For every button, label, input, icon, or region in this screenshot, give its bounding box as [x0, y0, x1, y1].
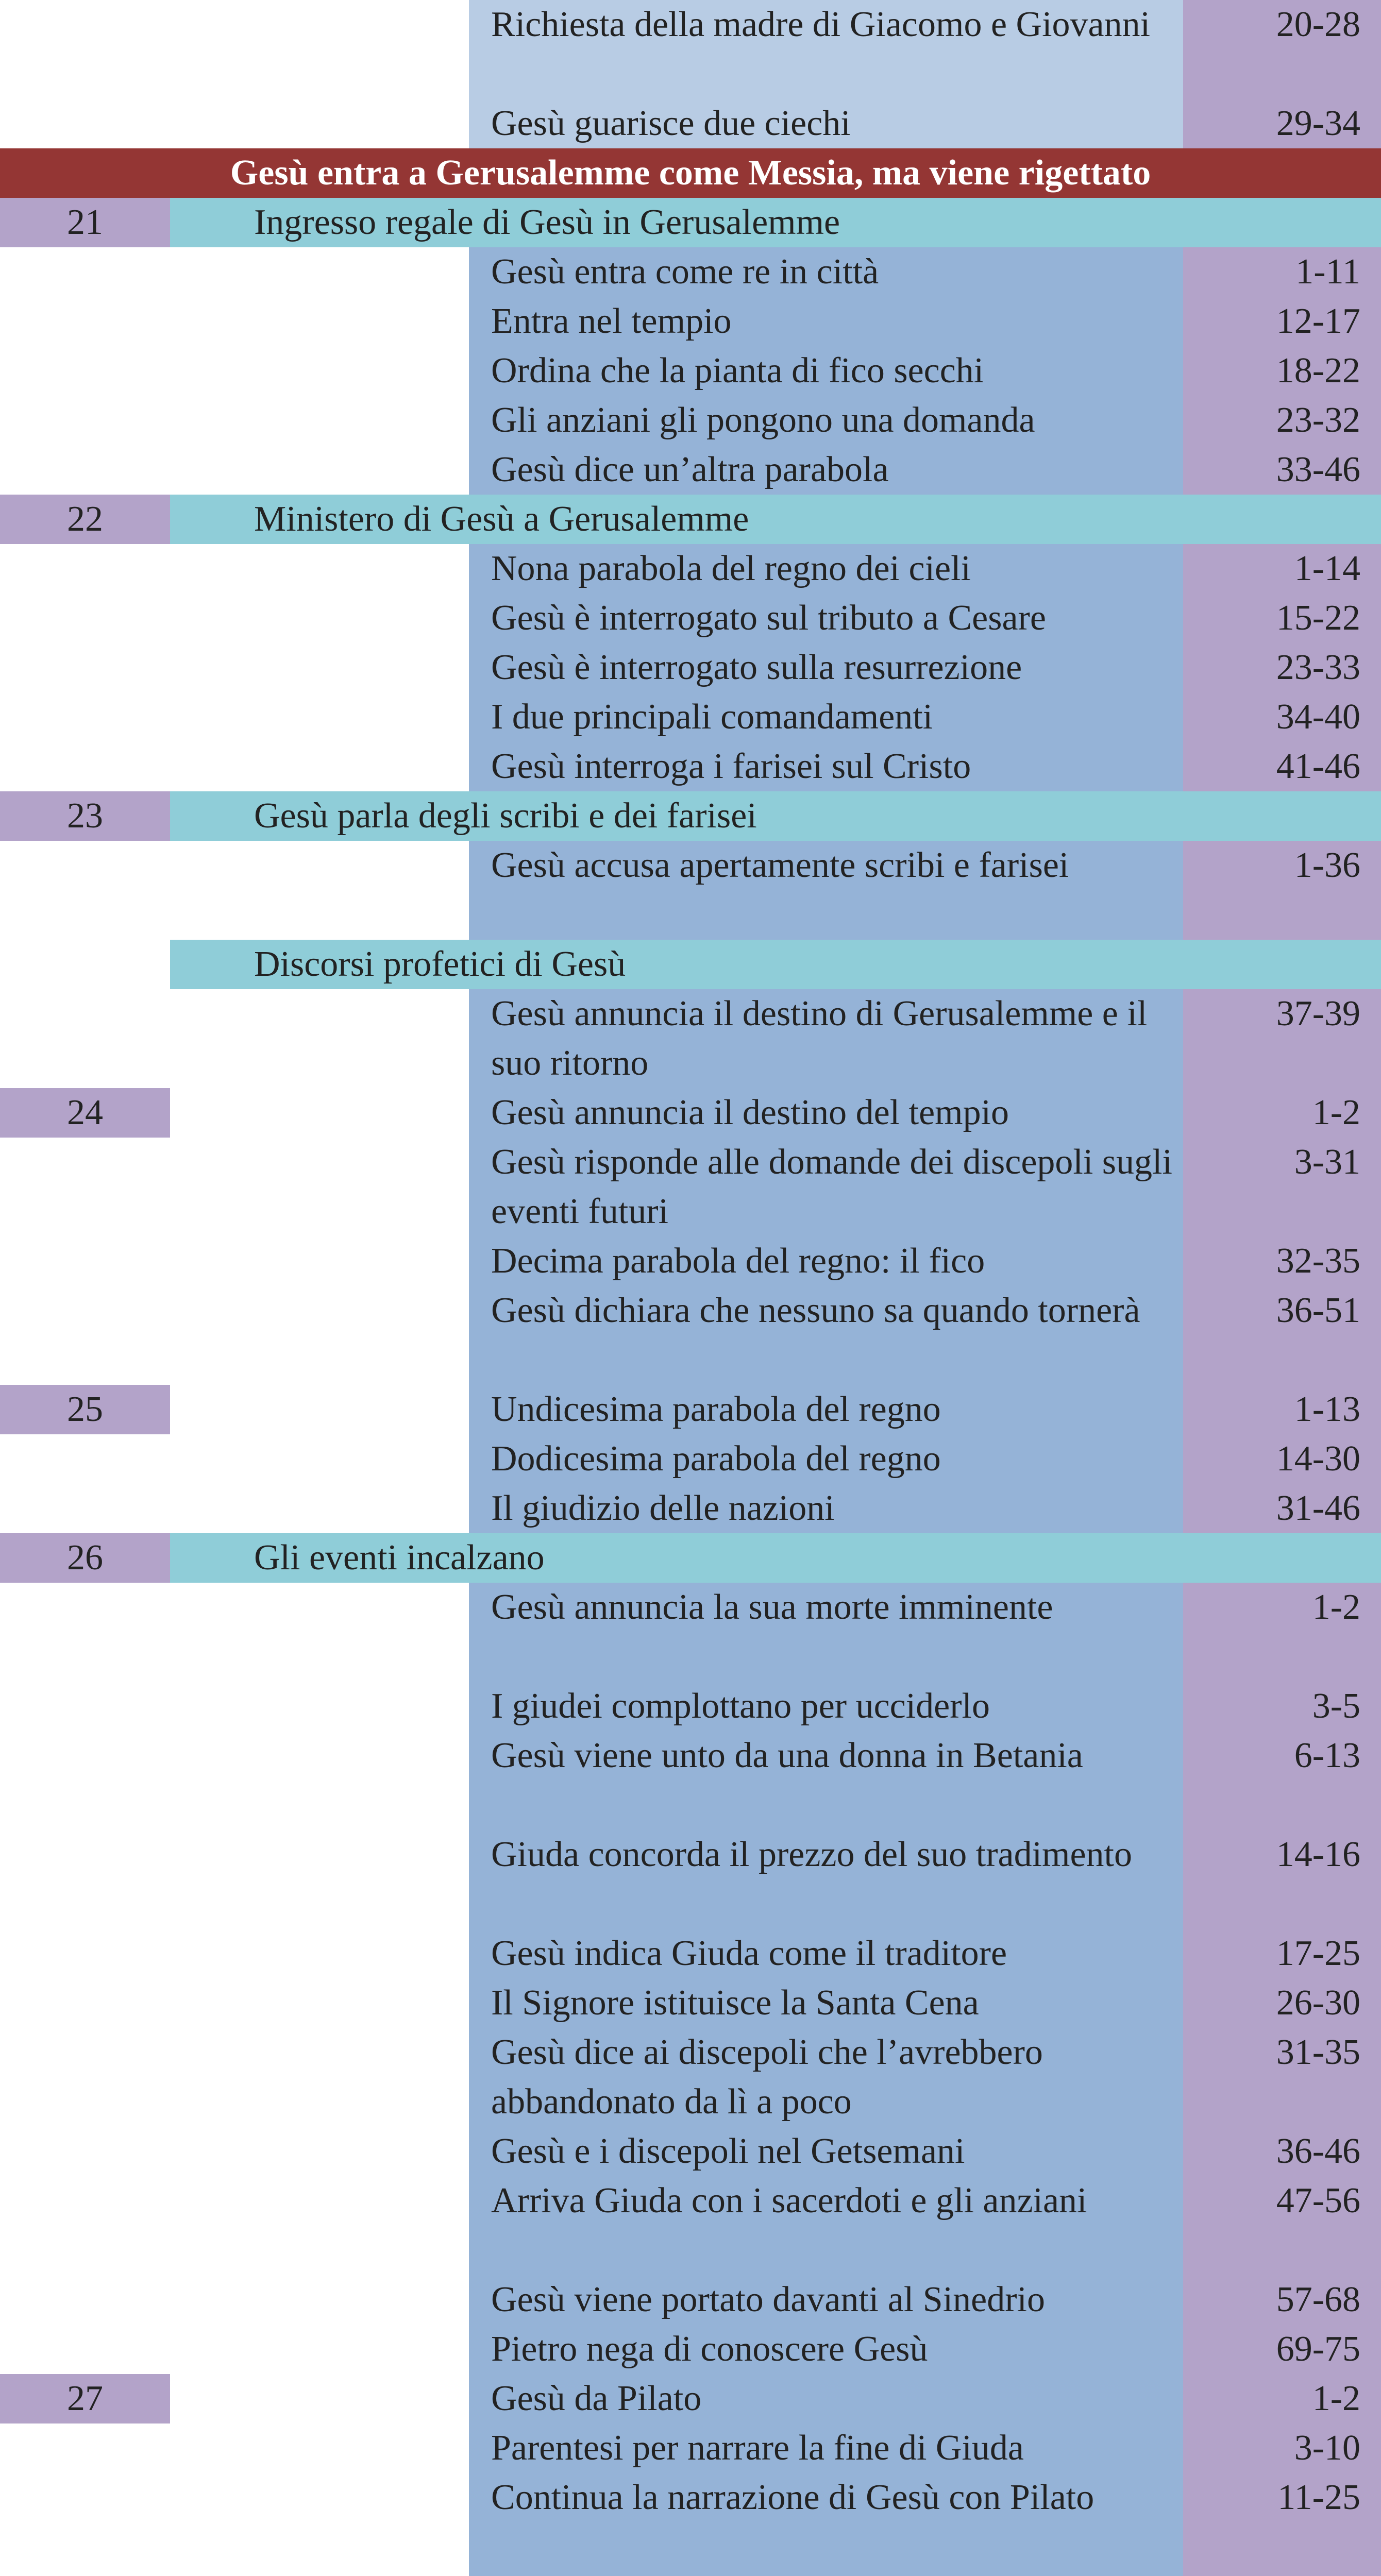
section-header-row — [0, 940, 1381, 989]
passage-row — [0, 841, 1381, 940]
section-title: Gli eventi incalzano — [170, 1533, 1381, 1583]
passage-row — [0, 544, 1381, 594]
passage-row — [0, 989, 1381, 1088]
verse-range: 14-16 — [1183, 1830, 1381, 1929]
passage-title: Gesù è interrogato sulla resurrezione — [469, 643, 1183, 692]
passage-title: Continua la narrazione di Gesù con Pilato — [469, 2473, 1183, 2572]
passage-title: Dodicesima parabola del regno — [469, 1434, 1183, 1484]
chapter-number: 26 — [0, 1533, 170, 1583]
passage-row — [0, 297, 1381, 346]
passage-title: Gesù indica Giuda come il traditore — [469, 1929, 1183, 1978]
verse-range: 23-33 — [1183, 643, 1381, 692]
passage-title: Gesù risponde alle domande dei discepoli sugli eventi futuri — [469, 1138, 1183, 1236]
passage-title: Gesù annuncia il destino di Gerusalemme e il suo ritorno — [469, 989, 1183, 1088]
verse-range: 23-32 — [1183, 396, 1381, 445]
verse-range: 11-25 — [1183, 2473, 1381, 2572]
passage-row — [0, 346, 1381, 396]
chapter-number: 21 — [0, 198, 170, 247]
verse-range: 29-34 — [1183, 99, 1381, 148]
passage-title: Gesù guarisce due ciechi — [469, 99, 1183, 148]
verse-range: 57-68 — [1183, 2275, 1381, 2325]
passage-row — [0, 0, 1381, 99]
passage-title: Giuda concorda il prezzo del suo tradimento — [469, 1830, 1183, 1929]
division-banner-row — [0, 148, 1381, 198]
section-header-row — [0, 495, 1381, 544]
verse-range: 14-30 — [1183, 1434, 1381, 1484]
division-banner: Gesù entra a Gerusalemme come Messia, ma viene rigettato — [0, 148, 1381, 198]
verse-range: 34-40 — [1183, 692, 1381, 742]
verse-range: 3-31 — [1183, 1138, 1381, 1236]
verse-range: 6-13 — [1183, 1731, 1381, 1830]
passage-row — [0, 1138, 1381, 1236]
passage-title: Gesù entra come re in città — [469, 247, 1183, 297]
verse-range: 26-30 — [1183, 1978, 1381, 2028]
passage-title: Il Signore istituisce la Santa Cena — [469, 1978, 1183, 2028]
verse-range: 69-75 — [1183, 2325, 1381, 2374]
passage-row — [0, 2325, 1381, 2374]
section-title: Gesù parla degli scribi e dei farisei — [170, 791, 1381, 841]
passage-row — [0, 99, 1381, 148]
verse-range: 3-10 — [1183, 2424, 1381, 2473]
verse-range: 12-17 — [1183, 297, 1381, 346]
passage-title: Gesù annuncia la sua morte imminente — [469, 1583, 1183, 1682]
passage-title: I giudei complottano per ucciderlo — [469, 1682, 1183, 1731]
passage-title: Gesù viene unto da una donna in Betania — [469, 1731, 1183, 1830]
passage-title: Gesù dichiara che nessuno sa quando tornerà — [469, 1286, 1183, 1385]
passage-row — [0, 1286, 1381, 1385]
passage-row — [0, 1929, 1381, 1978]
section-title: Discorsi profetici di Gesù — [170, 940, 1381, 989]
passage-row — [0, 1731, 1381, 1830]
passage-row — [0, 692, 1381, 742]
passage-row — [0, 2275, 1381, 2325]
verse-range — [1183, 2572, 1381, 2576]
section-header-row — [0, 1533, 1381, 1583]
verse-range: 47-56 — [1183, 2176, 1381, 2275]
passage-title: Parentesi per narrare la fine di Giuda — [469, 2424, 1183, 2473]
verse-range: 3-5 — [1183, 1682, 1381, 1731]
chapter-number: 24 — [0, 1088, 170, 1138]
section-title: Ministero di Gesù a Gerusalemme — [170, 495, 1381, 544]
passage-title: Gesù viene portato davanti al Sinedrio — [469, 2275, 1183, 2325]
passage-row — [0, 1978, 1381, 2028]
section-title: Ingresso regale di Gesù in Gerusalemme — [170, 198, 1381, 247]
passage-row — [0, 1236, 1381, 1286]
verse-range: 32-35 — [1183, 1236, 1381, 1286]
passage-row — [0, 396, 1381, 445]
passage-row — [0, 2028, 1381, 2127]
passage-row — [0, 594, 1381, 643]
passage-row — [0, 2424, 1381, 2473]
passage-title: Pietro nega di conoscere Gesù — [469, 2325, 1183, 2374]
section-header-row — [0, 198, 1381, 247]
verse-range: 18-22 — [1183, 346, 1381, 396]
passage-title: Il giudizio delle nazioni — [469, 1484, 1183, 1533]
passage-title: Entra nel tempio — [469, 297, 1183, 346]
passage-row — [0, 2572, 1381, 2576]
verse-range: 1-36 — [1183, 841, 1381, 940]
verse-range: 1-2 — [1183, 2374, 1381, 2424]
passage-title: Nona parabola del regno dei cieli — [469, 544, 1183, 594]
passage-row — [0, 1682, 1381, 1731]
chapter-number: 25 — [0, 1385, 170, 1434]
passage-title: Gesù dice ai discepoli che l’avrebbero abbandonato da lì a poco — [469, 2028, 1183, 2127]
passage-row — [0, 1484, 1381, 1533]
passage-title: Gli anziani gli pongono una domanda — [469, 396, 1183, 445]
passage-title: Gesù dice un’altra parabola — [469, 445, 1183, 495]
verse-range: 31-46 — [1183, 1484, 1381, 1533]
passage-row — [0, 2374, 1381, 2424]
verse-range: 1-11 — [1183, 247, 1381, 297]
passage-title — [469, 2572, 1183, 2576]
verse-range: 1-2 — [1183, 1583, 1381, 1682]
passage-title: Ordina che la pianta di fico secchi — [469, 346, 1183, 396]
passage-row — [0, 643, 1381, 692]
passage-title: Undicesima parabola del regno — [469, 1385, 1183, 1434]
passage-title: Richiesta della madre di Giacomo e Giovanni — [469, 0, 1183, 99]
verse-range: 36-46 — [1183, 2127, 1381, 2176]
passage-row — [0, 247, 1381, 297]
passage-row — [0, 445, 1381, 495]
passage-row — [0, 742, 1381, 791]
passage-row — [0, 2127, 1381, 2176]
passage-row — [0, 1583, 1381, 1682]
verse-range: 1-2 — [1183, 1088, 1381, 1138]
passage-title: Gesù accusa apertamente scribi e farisei — [469, 841, 1183, 940]
verse-range: 1-13 — [1183, 1385, 1381, 1434]
passage-row — [0, 1434, 1381, 1484]
passage-title: Gesù da Pilato — [469, 2374, 1183, 2424]
verse-range: 20-28 — [1183, 0, 1381, 99]
passage-row — [0, 2473, 1381, 2572]
chapter-number: 23 — [0, 791, 170, 841]
verse-range: 36-51 — [1183, 1286, 1381, 1385]
passage-row — [0, 1385, 1381, 1434]
passage-title: Gesù annuncia il destino del tempio — [469, 1088, 1183, 1138]
passage-title: I due principali comandamenti — [469, 692, 1183, 742]
verse-range: 37-39 — [1183, 989, 1381, 1088]
passage-title: Gesù interroga i farisei sul Cristo — [469, 742, 1183, 791]
passage-row — [0, 1088, 1381, 1138]
verse-range: 15-22 — [1183, 594, 1381, 643]
passage-title: Arriva Giuda con i sacerdoti e gli anziani — [469, 2176, 1183, 2275]
verse-range: 17-25 — [1183, 1929, 1381, 1978]
passage-row — [0, 1830, 1381, 1929]
chapter-number: 27 — [0, 2374, 170, 2424]
verse-range: 1-14 — [1183, 544, 1381, 594]
section-header-row — [0, 791, 1381, 841]
verse-range: 41-46 — [1183, 742, 1381, 791]
verse-range: 31-35 — [1183, 2028, 1381, 2127]
passage-title: Gesù e i discepoli nel Getsemani — [469, 2127, 1183, 2176]
passage-title: Decima parabola del regno: il fico — [469, 1236, 1183, 1286]
chapter-number: 22 — [0, 495, 170, 544]
verse-range: 33-46 — [1183, 445, 1381, 495]
passage-title: Gesù è interrogato sul tributo a Cesare — [469, 594, 1183, 643]
passage-row — [0, 2176, 1381, 2275]
